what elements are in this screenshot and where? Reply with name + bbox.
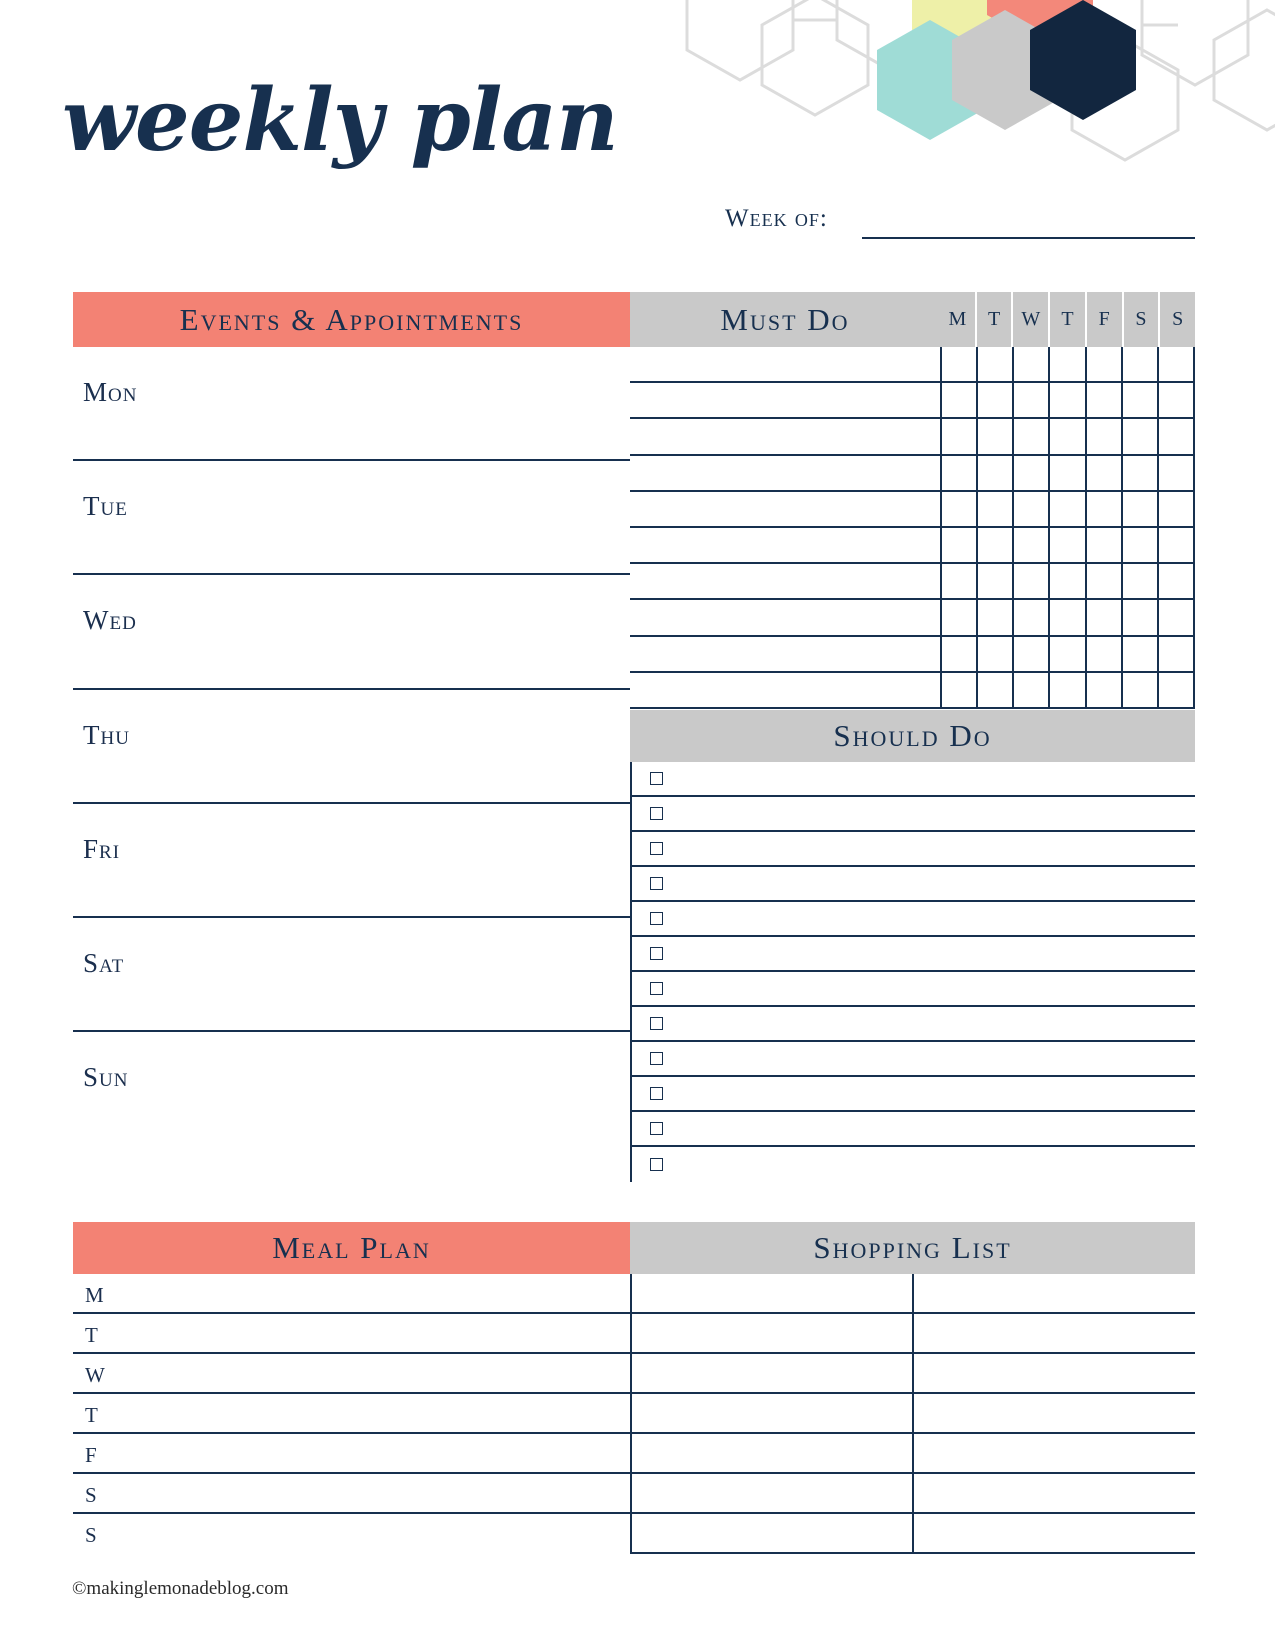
meal-day-label: W (85, 1363, 105, 1387)
must-do-row[interactable] (630, 492, 1195, 528)
checkbox-icon[interactable] (650, 877, 663, 890)
must-do-row[interactable] (630, 564, 1195, 600)
meal-row[interactable] (73, 1474, 630, 1514)
day-label: Fri (83, 833, 121, 864)
day-label: Sat (83, 947, 125, 978)
must-do-list (630, 347, 1195, 709)
should-do-row[interactable] (632, 867, 1195, 902)
must-do-col-t2: T (1050, 292, 1087, 347)
hexagon-decoration (655, 0, 1275, 205)
events-row-sat[interactable] (73, 918, 630, 1032)
day-label: Wed (83, 605, 137, 636)
must-do-row[interactable] (630, 637, 1195, 673)
must-do-row[interactable] (630, 347, 1195, 383)
checkbox-icon[interactable] (650, 1052, 663, 1065)
should-do-row[interactable] (632, 902, 1195, 937)
checkbox-icon[interactable] (650, 1087, 663, 1100)
meal-day-label: T (85, 1403, 98, 1427)
must-do-row[interactable] (630, 528, 1195, 564)
meal-row[interactable] (73, 1394, 630, 1434)
meal-plan-list (73, 1274, 630, 1554)
must-do-section-header: Must Do (630, 292, 940, 347)
events-row-fri[interactable] (73, 804, 630, 918)
should-do-row[interactable] (632, 1147, 1195, 1182)
events-row-mon[interactable] (73, 347, 630, 461)
meal-row[interactable] (73, 1314, 630, 1354)
meal-row[interactable] (73, 1274, 630, 1314)
meal-day-label: S (85, 1523, 97, 1547)
checkbox-icon[interactable] (650, 912, 663, 925)
checkbox-icon[interactable] (650, 982, 663, 995)
meal-plan-section-header: Meal Plan (73, 1222, 630, 1274)
should-do-list (630, 762, 1195, 1182)
checkbox-icon[interactable] (650, 1158, 663, 1171)
week-of-label: Week of: (725, 205, 828, 232)
checkbox-icon[interactable] (650, 842, 663, 855)
should-do-row[interactable] (632, 1077, 1195, 1112)
must-do-row[interactable] (630, 600, 1195, 636)
should-do-row[interactable] (632, 937, 1195, 972)
should-do-row[interactable] (632, 797, 1195, 832)
day-label: Mon (83, 377, 138, 407)
must-do-col-f: F (1087, 292, 1124, 347)
shopping-column-divider (912, 1274, 914, 1554)
should-do-row[interactable] (632, 1042, 1195, 1077)
events-list (73, 347, 630, 1147)
events-row-thu[interactable] (73, 690, 630, 804)
checkbox-icon[interactable] (650, 947, 663, 960)
should-do-section-header: Should Do (630, 710, 1195, 762)
must-do-col-s1: S (1124, 292, 1161, 347)
week-of-input[interactable] (862, 237, 1195, 239)
events-row-wed[interactable] (73, 575, 630, 689)
should-do-row[interactable] (632, 832, 1195, 867)
must-do-row[interactable] (630, 419, 1195, 455)
must-do-col-s2: S (1172, 308, 1184, 330)
checkbox-icon[interactable] (650, 772, 663, 785)
events-row-sun[interactable] (73, 1032, 630, 1146)
meal-row[interactable] (73, 1514, 630, 1554)
footer-credit: ©makinglemonadeblog.com (72, 1578, 289, 1599)
must-do-day-columns (940, 292, 1195, 347)
must-do-col-w: W (1013, 292, 1050, 347)
should-do-row[interactable] (632, 972, 1195, 1007)
checkbox-icon[interactable] (650, 807, 663, 820)
meal-row[interactable] (73, 1434, 630, 1474)
must-do-row[interactable] (630, 673, 1195, 709)
day-label: Thu (83, 719, 130, 750)
events-section-header: Events & Appointments (73, 292, 630, 347)
must-do-row[interactable] (630, 456, 1195, 492)
events-row-tue[interactable] (73, 461, 630, 575)
page-title: weekly plan (62, 70, 618, 171)
shopping-list-section-header: Shopping List (630, 1222, 1195, 1274)
must-do-col-t1: T (977, 292, 1014, 347)
must-do-row[interactable] (630, 383, 1195, 419)
should-do-row[interactable] (632, 1112, 1195, 1147)
must-do-col-m1: M (940, 292, 977, 347)
should-do-row[interactable] (632, 1007, 1195, 1042)
meal-day-label: F (85, 1443, 97, 1467)
meal-day-label: M (85, 1283, 104, 1307)
shopping-list (630, 1274, 1195, 1554)
meal-day-label: T (85, 1323, 98, 1347)
day-label: Sun (83, 1062, 129, 1093)
checkbox-icon[interactable] (650, 1017, 663, 1030)
should-do-row[interactable] (632, 762, 1195, 797)
meal-day-label: S (85, 1483, 97, 1507)
meal-row[interactable] (73, 1354, 630, 1394)
day-label: Tue (83, 491, 128, 522)
checkbox-icon[interactable] (650, 1122, 663, 1135)
